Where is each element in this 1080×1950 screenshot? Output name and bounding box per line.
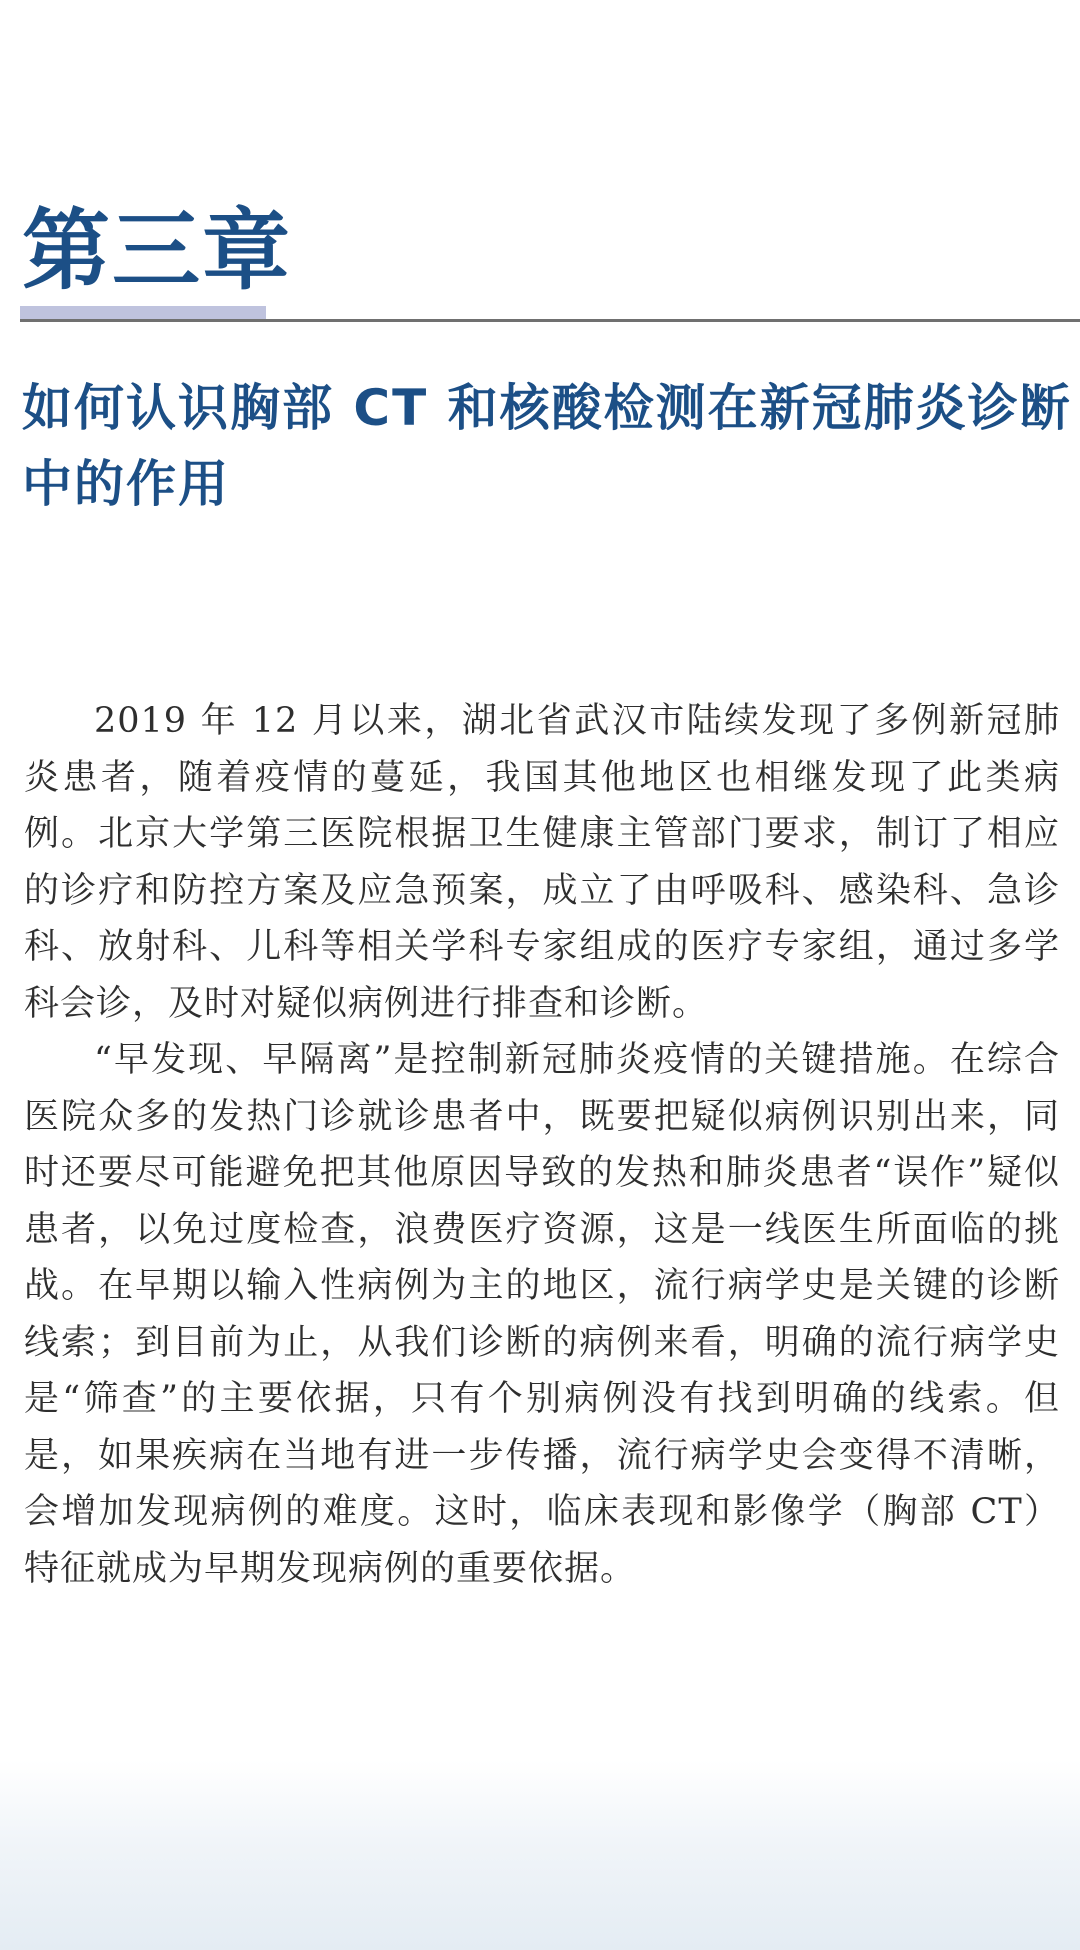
chapter-heading: 第三章 xyxy=(22,198,293,302)
chapter-divider xyxy=(20,319,1080,322)
article-body xyxy=(24,693,1060,1597)
paragraph-early-detection: “早发现、早隔离”是控制新冠肺炎疫情的关键措施。在综合医院众多的发热门诊就诊患者中，既要把疑似病例识别出来，同时还要尽可能避免把其他原因导致的发热和肺炎患者“误作”疑似患者，以免过度检查，浪费医疗资源，这是一线医生所面临的挑战。在早期以输入性病例为主的地区，流行病学史是关键的诊断线索；到目前为止，从我们诊断的病例来看，明确的流行病学史是“筛查”的主要依据，只有个别病例没有找到明确的线索。但是，如果疾病在当地有进一步传播，流行病学史会变得不清晰，会增加发现病例的难度。这时，临床表现和影像学（胸部 CT）特征就成为早期发现病例的重要依据。 xyxy=(24,1040,1060,1589)
paragraph-intro: 2019 年 12 月以来，湖北省武汉市陆续发现了多例新冠肺炎患者，随着疫情的蔓延，我国其他地区也相继发现了此类病例。北京大学第三医院根据卫生健康主管部门要求，制订了相应的诊疗和防控方案及应急预案，成立了由呼吸科、感染科、急诊科、放射科、儿科等相关学科专家组成的医疗专家组，通过多学科会诊，及时对疑似病例进行排查和诊断。 xyxy=(24,701,1060,1024)
article-title: 如何认识胸部 CT 和核酸检测在新冠肺炎诊断中的作用 xyxy=(22,379,1072,513)
